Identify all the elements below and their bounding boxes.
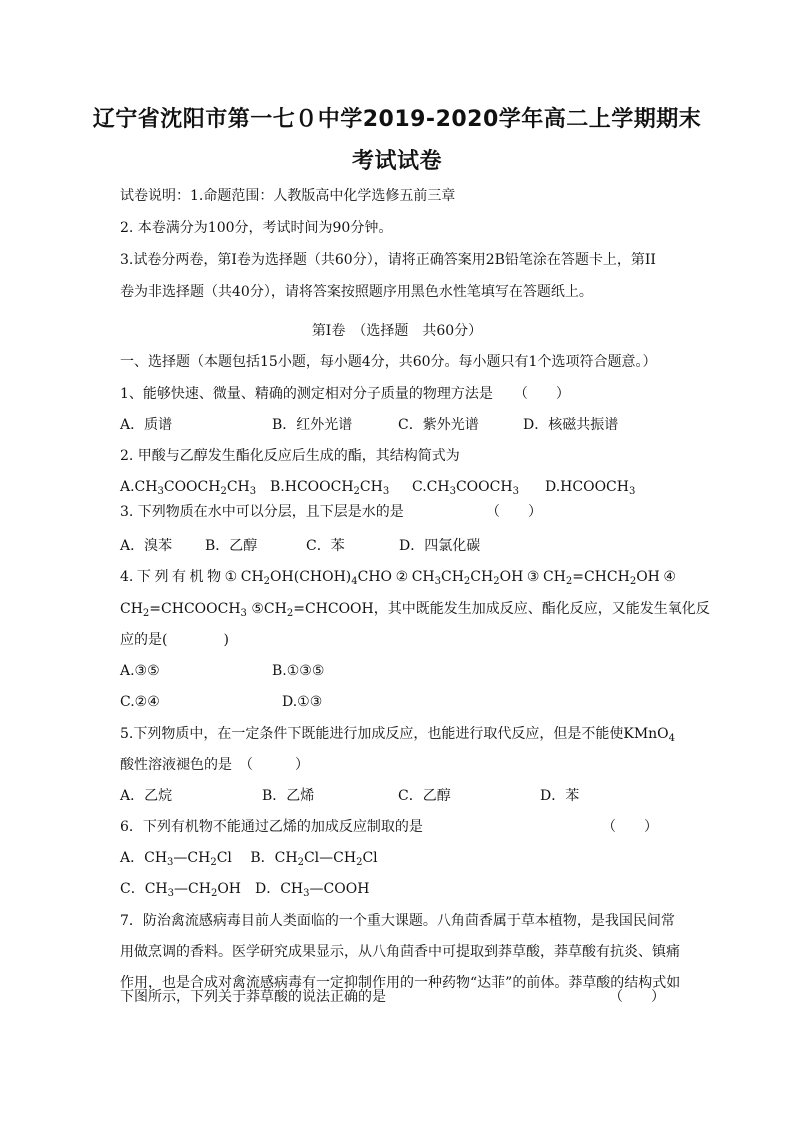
q1-option-c: C．紫外光谱 xyxy=(398,417,479,433)
q7-line-4: 下图所示，下列关于莽草酸的说法正确的是 xyxy=(120,989,386,1005)
q2-option-c: $C.CH_3COOCH_3$ xyxy=(412,479,519,497)
q7-line-3: 作用，也是合成对禽流感病毒有一定抑制作用的一种药物“达菲”的前体。莽草酸的结构式如 xyxy=(120,975,681,991)
section-heading: 第I卷 （选择题 共60分） xyxy=(311,323,483,339)
q5-option-c: C．乙醇 xyxy=(398,788,451,804)
part-heading: 一、选择题（本题包括15小题，每小题4分，共60分。每小题只有1个选项符合题意。） xyxy=(120,354,657,370)
q2-stem: 2. 甲酸与乙醇发生酯化反应后生成的酯，其结构简式为 xyxy=(120,448,460,464)
exam-title-line-2: 考试试卷 xyxy=(351,149,442,174)
q3-option-b: B．乙醇 xyxy=(205,538,258,554)
q4-token: 下 xyxy=(136,569,151,585)
q6-options-line-1: A．$CH_3—CH_2Cl$ B．$CH_2Cl—CH_2Cl$ xyxy=(120,850,378,868)
q4-line-3: 应的是( ) xyxy=(120,632,229,648)
q4-token: 物 xyxy=(207,569,222,585)
q4-token: $CH_2OH(CHOH)_4CHO$ xyxy=(240,569,393,587)
q3-stem: 3. 下列物质在水中可以分层，且下层是水的是 xyxy=(120,504,404,520)
q6-stem: 6．下列有机物不能通过乙烯的加成反应制取的是 xyxy=(120,819,423,835)
q1-option-d: D．核磁共振谱 xyxy=(523,417,619,433)
q5-option-d: D．苯 xyxy=(540,788,580,804)
q3-option-c: C．苯 xyxy=(306,538,345,554)
q5-line-2: 酸性溶液褪色的是 （ ） xyxy=(120,757,309,773)
q6-answer-bracket: （ ） xyxy=(602,819,658,835)
q4-token: ③ xyxy=(526,569,540,585)
q4-token: 有 xyxy=(172,569,186,585)
q1-option-b: B．红外光谱 xyxy=(272,417,353,433)
q4-option-a: A.③⑤ xyxy=(120,663,160,679)
q1-option-a: A．质谱 xyxy=(120,417,173,433)
q4-option-c: C.②④ xyxy=(120,694,160,710)
q7-line-1: 7．防治禽流感病毒目前人类面临的一个重大课题。八角茴香属于草本植物，是我国民间常 xyxy=(120,913,675,929)
q3-option-d: D．四氯化碳 xyxy=(399,538,481,554)
q4-token: 列 xyxy=(154,569,169,585)
q4-token: 机 xyxy=(189,569,204,585)
q1-stem: 1、能够快速、微量、精确的测定相对分子质量的物理方法是 （ ） xyxy=(120,386,570,402)
q7-answer-bracket: （ ） xyxy=(609,989,665,1005)
intro-line-3a: 3.试卷分两卷，第I卷为选择题（共60分），请将正确答案用2B铅笔涂在答题卡上，第II xyxy=(120,252,656,268)
intro-line-1: 试卷说明：1.命题范围：人教版高中化学选修五前三章 xyxy=(120,188,456,204)
q5-line-1: 5.下列物质中，在一定条件下既能进行加成反应，也能进行取代反应，但是不能使KMnO$_4$ xyxy=(120,726,676,744)
q4-token: $CH_2=CHCH_2OH$ xyxy=(542,569,660,587)
q7-line-2: 用做烹调的香料。医学研究成果显示，从八角茴香中可提取到莽草酸，莽草酸有抗炎、镇痛 xyxy=(120,944,680,960)
q4-token: $CH_3CH_2CH_2OH$ xyxy=(411,569,524,587)
q4-token: ④ xyxy=(663,569,676,585)
q2-option-b: $B.HCOOCH_2CH_3$ xyxy=(270,479,390,497)
q4-option-d: D.①③ xyxy=(282,694,323,710)
q3-option-a: A．溴苯 xyxy=(120,538,173,554)
q6-options-line-2: C．$CH_3—CH_2OH$ D．$CH_3—COOH$ xyxy=(120,881,370,899)
q4-line-2: $CH_2=CHCOOCH_3$ $⑤CH_2=CHCOOH$，其中既能发生加成反应、酯化反应，又能发生氧化反 xyxy=(120,601,710,619)
q2-option-a: $A.CH_3COOCH_2CH_3$ xyxy=(120,479,257,497)
q4-line-1 xyxy=(120,568,676,586)
q4-option-b: B.①③⑤ xyxy=(272,663,325,679)
q2-option-d: $D.HCOOCH_3$ xyxy=(545,479,636,497)
q4-token: ② xyxy=(395,569,409,585)
exam-title-line-1: 辽宁省沈阳市第一七０中学2019-2020学年高二上学期期末 xyxy=(92,107,702,132)
intro-line-3b: 卷为非选择题（共40分），请将答案按照题序用黑色水性笔填写在答题纸上。 xyxy=(120,284,593,300)
q3-answer-bracket: （ ） xyxy=(486,504,542,520)
q5-option-b: B．乙烯 xyxy=(262,788,315,804)
intro-line-2: 2. 本卷满分为100分，考试时间为90分钟。 xyxy=(120,220,393,236)
q5-option-a: A．乙烷 xyxy=(120,788,173,804)
q4-token: 4. xyxy=(120,569,134,585)
q4-token: ① xyxy=(224,569,238,585)
